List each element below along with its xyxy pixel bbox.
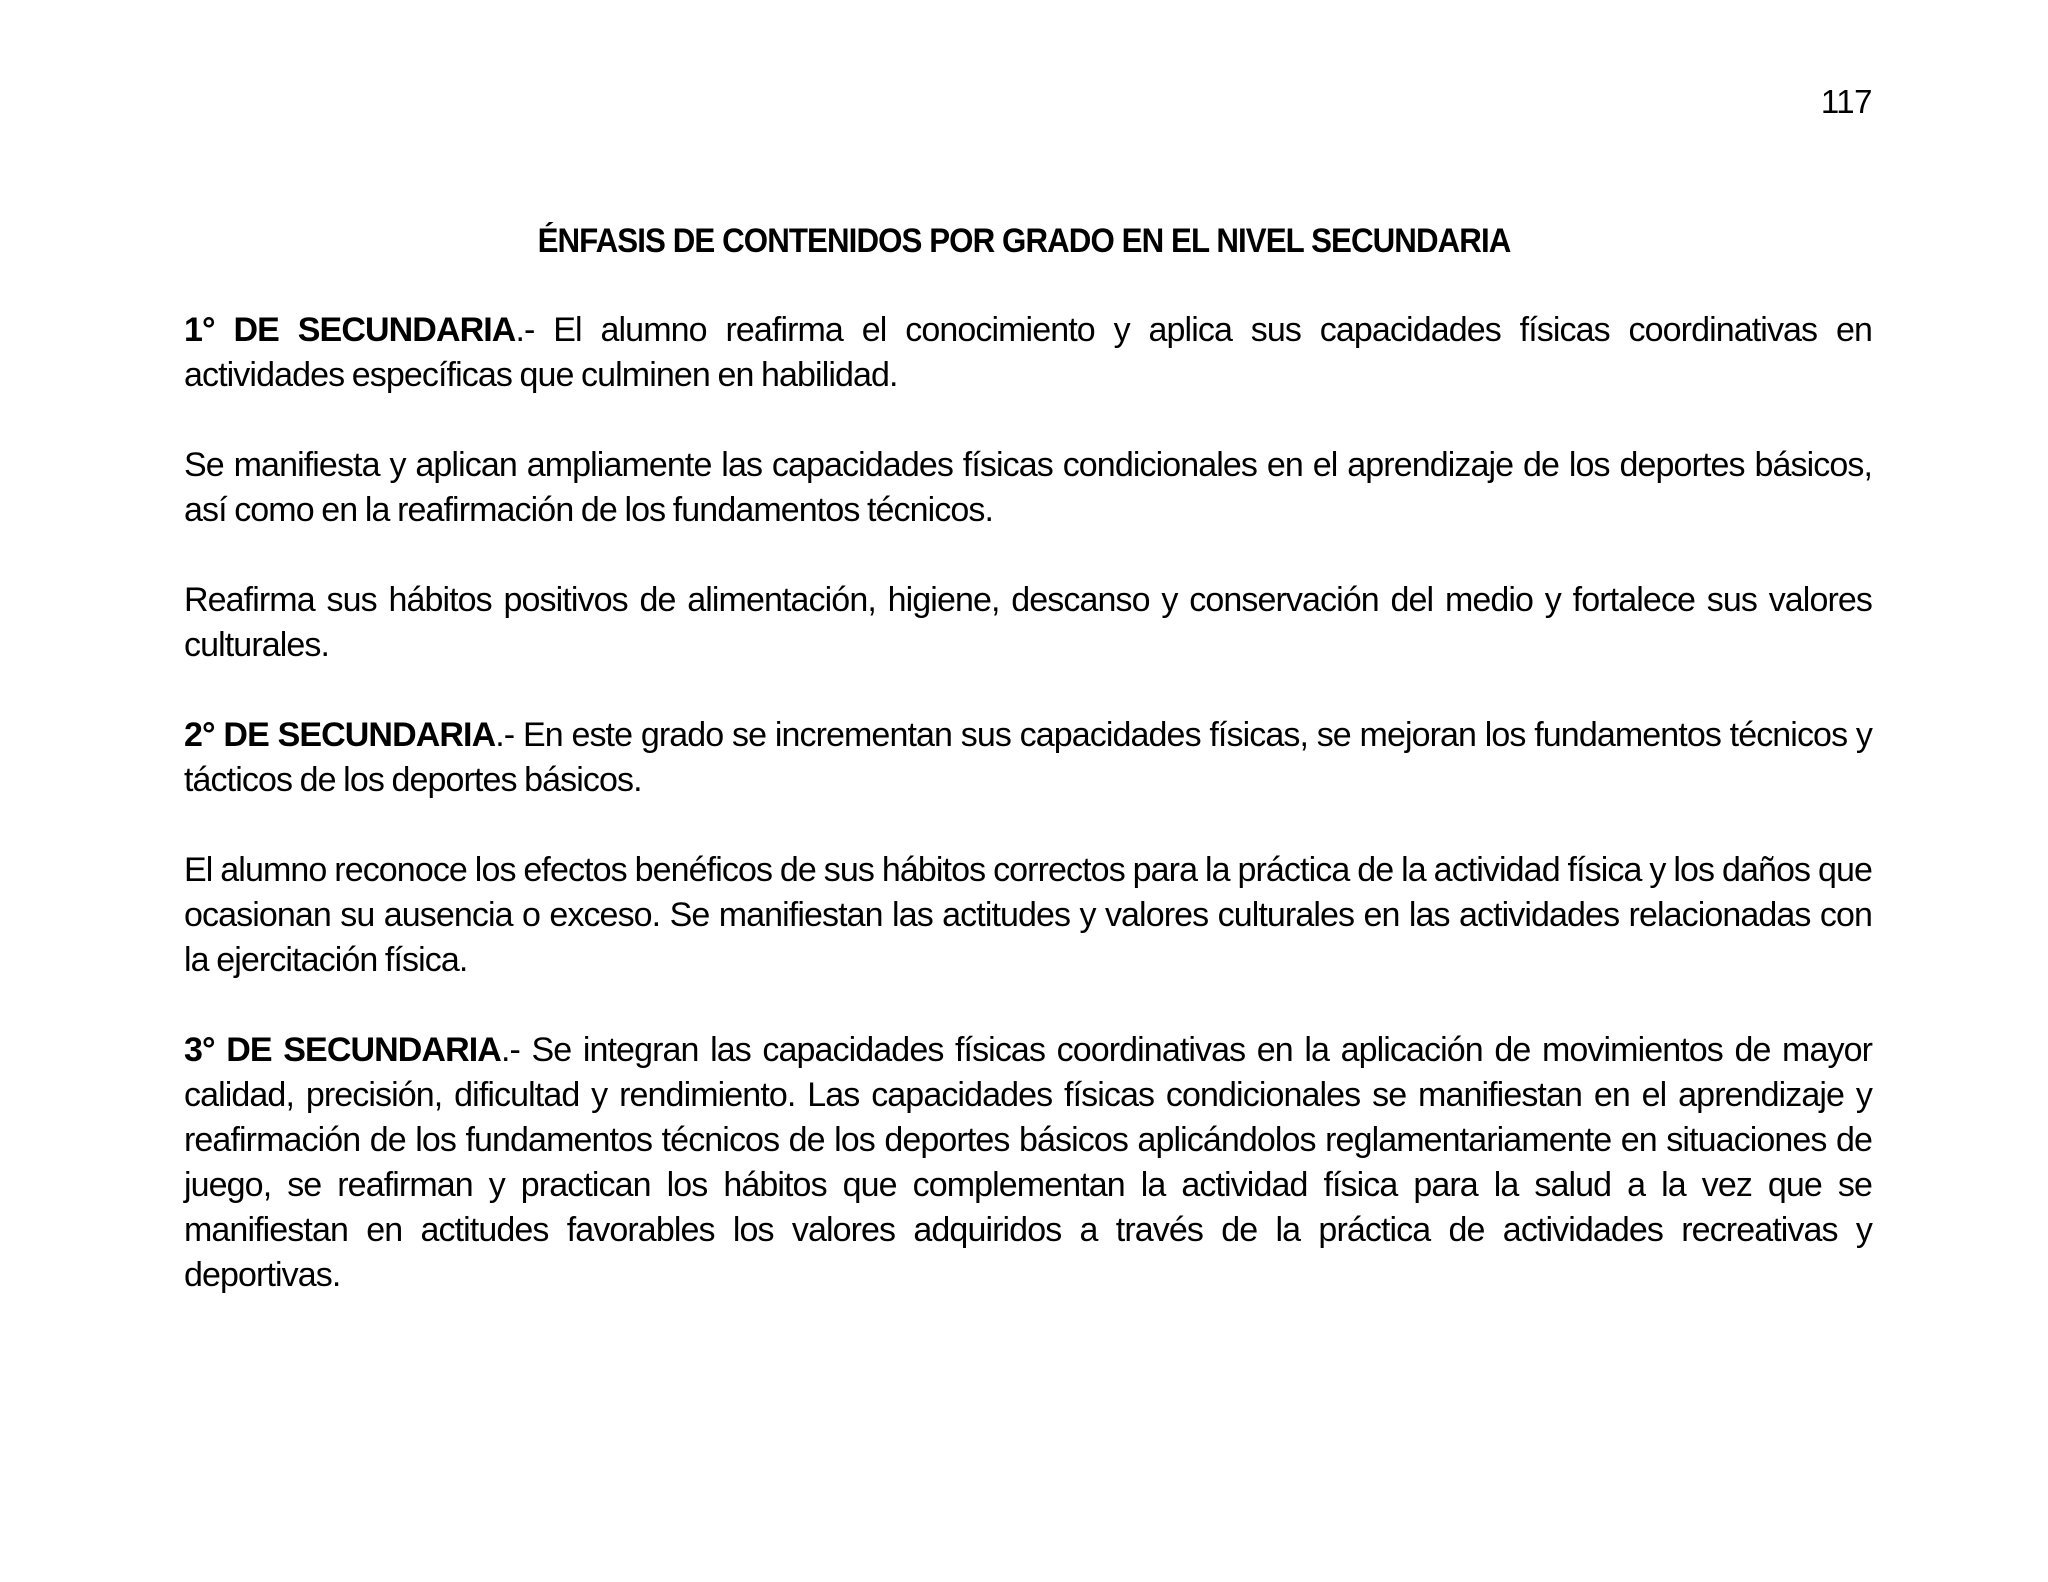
label-separator: .- (515, 311, 554, 349)
paragraph-grade-1 (184, 308, 1872, 398)
paragraph-text: El alumno reconoce los efectos benéficos de sus hábitos correctos para la práctica de la actividad física y los daños que ocasionan su ausencia o exceso. Se manifiestan las actitudes y valores culturales en las actividades relacionadas con la ejercitación física. (184, 851, 1872, 979)
paragraph (184, 848, 1872, 983)
label-separator: .- (495, 716, 523, 754)
page-title: ÉNFASIS DE CONTENIDOS POR GRADO EN EL NIVEL SECUNDARIA (537, 222, 1511, 260)
paragraph-grade-3 (184, 1028, 1872, 1298)
grade-label: 1° DE SECUNDARIA (184, 311, 516, 349)
grade-label: 2° DE SECUNDARIA (184, 716, 496, 754)
paragraph-grade-2 (184, 713, 1872, 803)
paragraph-text: Se integran las capacidades físicas coordinativas en la aplicación de movimientos de mayor calidad, precisión, dificultad y rendimiento. Las capacidades físicas condicionales se manifiestan en el aprendizaje y reafirmación de los fundamentos técnicos de los deportes básicos aplicándolos reglamentariamente en situaciones de juego, se reafirman y practican los hábitos que complementan la actividad física para la salud a la vez que se manifiestan en actitudes favorables los valores adquiridos a través de la práctica de actividades recreativas y deportivas. (184, 1031, 1873, 1294)
paragraph-text: Reafirma sus hábitos positivos de alimentación, higiene, descanso y conservación del medio y fortalece sus valores culturales. (184, 581, 1872, 664)
page-number: 117 (1820, 83, 1872, 120)
paragraph (184, 443, 1872, 533)
paragraph-text: El alumno reafirma el conocimiento y aplica sus capacidades físicas coordinativas en actividades específicas que culminen en habilidad. (184, 311, 1872, 394)
label-separator: .- (500, 1031, 532, 1069)
document-body (184, 308, 1872, 1343)
grade-label: 3° DE SECUNDARIA (184, 1031, 501, 1069)
paragraph-text: Se manifiesta y aplican ampliamente las capacidades físicas condicionales en el aprendizaje de los deportes básicos, así como en la reafirmación de los fundamentos técnicos. (184, 446, 1872, 529)
paragraph (184, 578, 1872, 668)
paragraph-text: En este grado se incrementan sus capacidades físicas, se mejoran los fundamentos técnicos y tácticos de los deportes básicos. (184, 716, 1872, 799)
